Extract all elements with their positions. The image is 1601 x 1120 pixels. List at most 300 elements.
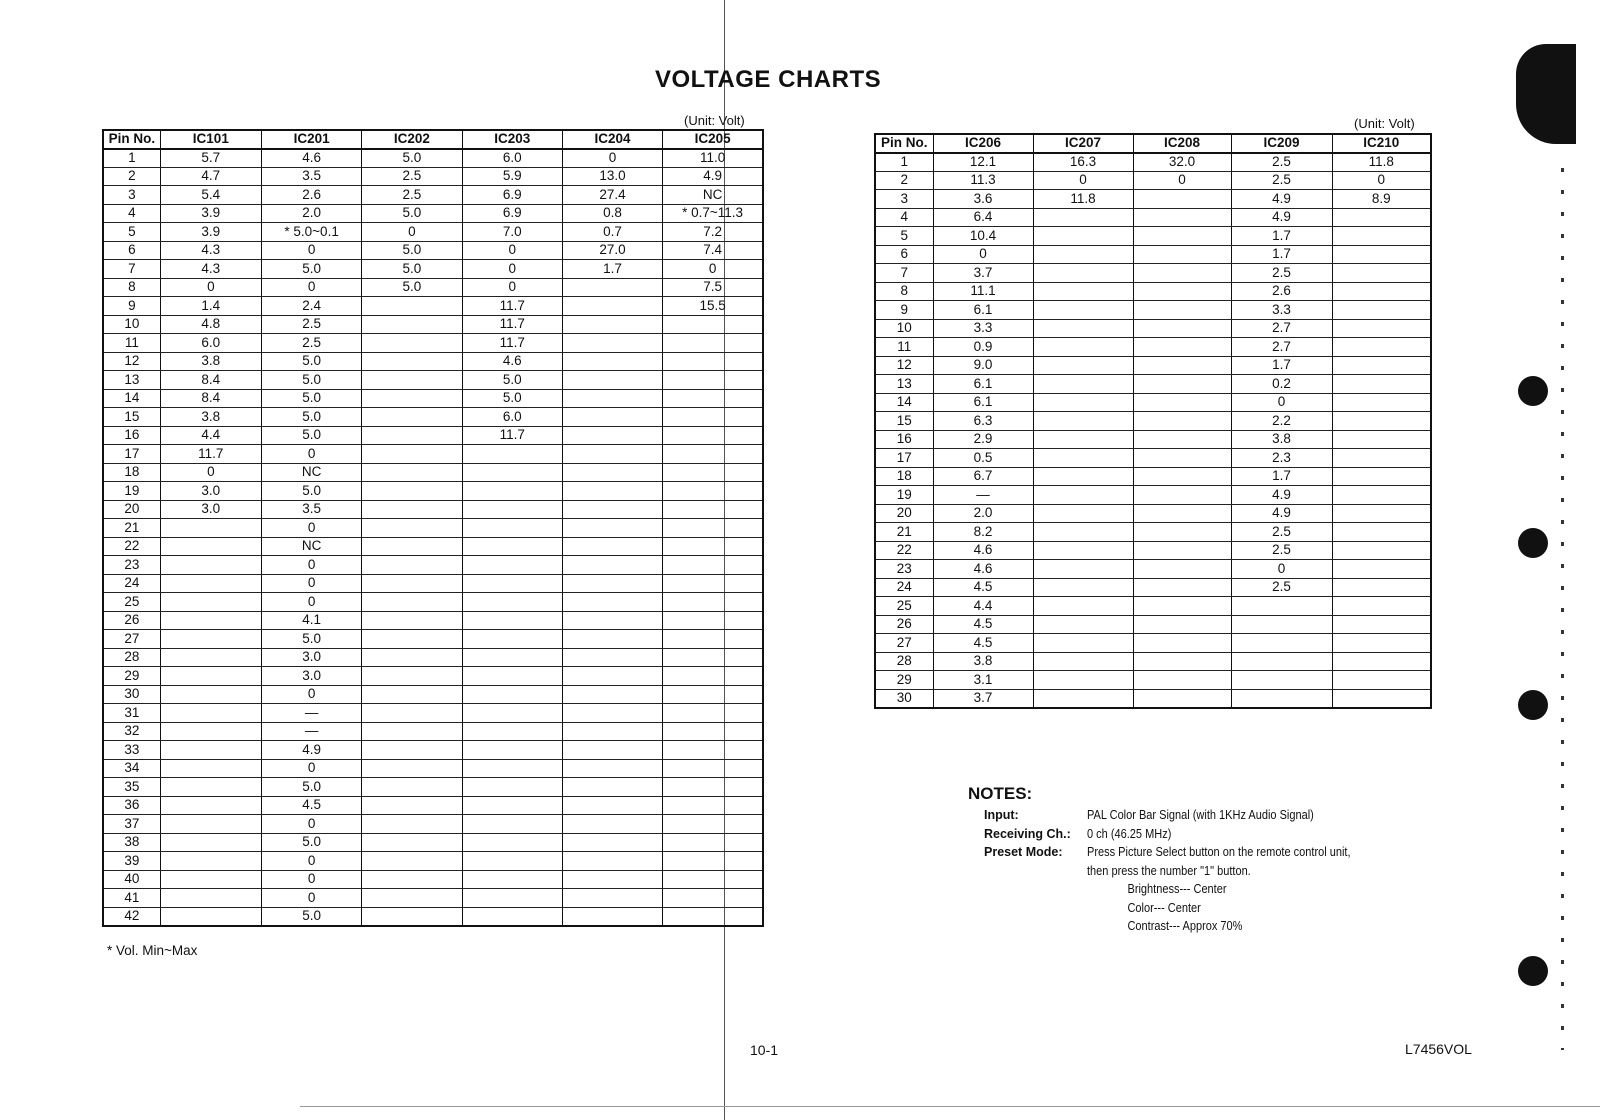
right-table-voltage-cell	[1133, 615, 1231, 634]
right-table-voltage-cell: 6.7	[933, 467, 1033, 486]
right-table-voltage-cell	[1231, 634, 1332, 653]
left-table-voltage-cell: 4.7	[160, 167, 261, 186]
right-table-voltage-cell: 4.9	[1231, 504, 1332, 523]
note-preset-line1: Press Picture Select button on the remote control unit,	[1087, 845, 1351, 859]
left-table-voltage-cell: 2.5	[261, 315, 361, 334]
right-table-voltage-cell	[1133, 412, 1231, 431]
left-table-voltage-cell: 13.0	[562, 167, 662, 186]
bottom-rule	[300, 1106, 1600, 1107]
right-table-voltage-cell: 11.8	[1332, 153, 1431, 172]
left-table-pin-cell: 29	[103, 667, 160, 686]
left-table-row	[103, 315, 763, 334]
left-table-voltage-cell: 0	[462, 260, 562, 279]
punch-hole-1	[1518, 376, 1548, 406]
left-table-row	[103, 537, 763, 556]
right-table-voltage-cell	[1332, 356, 1431, 375]
left-table-pin-cell: 1	[103, 149, 160, 168]
left-table-row	[103, 741, 763, 760]
left-table-voltage-cell	[562, 500, 662, 519]
right-table-pin-cell: 30	[875, 689, 933, 708]
right-table-voltage-cell: 2.7	[1231, 338, 1332, 357]
right-table-voltage-cell	[1332, 449, 1431, 468]
left-table-voltage-cell	[462, 778, 562, 797]
right-table-pin-cell: 27	[875, 634, 933, 653]
left-table-voltage-cell: 5.4	[160, 186, 261, 205]
right-table-voltage-cell	[1133, 560, 1231, 579]
right-table-voltage-cell	[1133, 671, 1231, 690]
right-table-voltage-cell	[1033, 671, 1133, 690]
right-table-voltage-cell	[1332, 245, 1431, 264]
left-table-pin-cell: 32	[103, 722, 160, 741]
right-table-pin-cell: 18	[875, 467, 933, 486]
left-table-voltage-cell: 0	[261, 519, 361, 538]
left-table-voltage-cell: 6.0	[462, 408, 562, 427]
right-table-voltage-cell	[1332, 467, 1431, 486]
left-table-row	[103, 648, 763, 667]
left-table-voltage-cell: 4.1	[261, 611, 361, 630]
right-table-voltage-cell	[1133, 541, 1231, 560]
left-table-voltage-cell	[362, 722, 462, 741]
left-table-voltage-cell: NC	[261, 463, 361, 482]
right-table-pin-cell: 6	[875, 245, 933, 264]
right-table-voltage-cell: 1.7	[1231, 467, 1332, 486]
left-table-voltage-cell: 3.9	[160, 204, 261, 223]
left-table-voltage-cell	[663, 519, 763, 538]
right-table-voltage-cell	[1133, 393, 1231, 412]
left-table-voltage-cell	[362, 519, 462, 538]
page-edge-scan-marks	[1561, 150, 1564, 1050]
note-receiving-value: 0 ch (46.25 MHz)	[1087, 826, 1172, 841]
right-table-voltage-cell	[1033, 689, 1133, 708]
left-table-voltage-cell: 5.0	[261, 408, 361, 427]
left-table-voltage-cell	[663, 556, 763, 575]
left-table-voltage-cell: 2.5	[362, 186, 462, 205]
left-table-voltage-cell	[663, 482, 763, 501]
right-table-voltage-cell	[1332, 689, 1431, 708]
left-table-pin-cell: 5	[103, 223, 160, 242]
left-table-voltage-cell	[362, 426, 462, 445]
left-table-voltage-cell: 6.0	[462, 149, 562, 168]
left-table-pin-cell: 19	[103, 482, 160, 501]
right-table-pin-cell: 22	[875, 541, 933, 560]
right-table-row	[875, 449, 1431, 468]
right-table-pin-cell: 19	[875, 486, 933, 505]
right-table-voltage-cell	[1133, 245, 1231, 264]
left-table-voltage-cell	[362, 500, 462, 519]
right-table-pin-cell: 11	[875, 338, 933, 357]
left-table-voltage-cell	[663, 667, 763, 686]
right-table-voltage-cell	[1033, 486, 1133, 505]
left-table-voltage-cell	[362, 463, 462, 482]
left-table-voltage-cell: 0	[261, 815, 361, 834]
left-table-voltage-cell	[663, 815, 763, 834]
left-table-voltage-cell	[663, 463, 763, 482]
left-table-voltage-cell	[462, 593, 562, 612]
left-table-voltage-cell	[362, 537, 462, 556]
right-table-voltage-cell: 6.1	[933, 301, 1033, 320]
right-table-row	[875, 375, 1431, 394]
right-table-voltage-cell	[1332, 430, 1431, 449]
left-table-voltage-cell: 5.0	[362, 149, 462, 168]
left-table-voltage-cell: 5.0	[261, 778, 361, 797]
left-table-voltage-cell	[663, 574, 763, 593]
left-table-voltage-cell	[160, 852, 261, 871]
left-table-voltage-cell	[663, 408, 763, 427]
right-table-pin-cell: 13	[875, 375, 933, 394]
right-table-voltage-cell: 3.3	[1231, 301, 1332, 320]
page-title: VOLTAGE CHARTS	[655, 66, 882, 93]
left-table-voltage-cell	[462, 611, 562, 630]
left-table-voltage-cell	[362, 611, 462, 630]
right-table-pin-cell: 9	[875, 301, 933, 320]
left-table-voltage-cell: 5.0	[261, 482, 361, 501]
right-table-voltage-cell: 3.7	[933, 264, 1033, 283]
left-table-voltage-cell: 5.0	[261, 371, 361, 390]
right-table-row	[875, 523, 1431, 542]
left-table-voltage-cell	[663, 778, 763, 797]
right-table-header-cell: IC209	[1231, 134, 1332, 153]
left-table-row	[103, 186, 763, 205]
left-table-voltage-cell	[562, 463, 662, 482]
right-table-header-cell: IC210	[1332, 134, 1431, 153]
left-table-row	[103, 611, 763, 630]
right-table-voltage-cell	[1133, 227, 1231, 246]
left-table-voltage-cell: 0	[562, 149, 662, 168]
left-table-pin-cell: 10	[103, 315, 160, 334]
left-table-pin-cell: 9	[103, 297, 160, 316]
left-table-row	[103, 667, 763, 686]
left-table-voltage-cell: 3.0	[261, 648, 361, 667]
right-table-voltage-cell	[1332, 597, 1431, 616]
left-table-voltage-cell	[663, 685, 763, 704]
right-table-voltage-cell	[1033, 338, 1133, 357]
right-table-voltage-cell	[1133, 597, 1231, 616]
left-table-voltage-cell	[663, 315, 763, 334]
right-table-voltage-cell: 32.0	[1133, 153, 1231, 172]
right-table-voltage-cell: 3.3	[933, 319, 1033, 338]
note-input-value: PAL Color Bar Signal (with 1KHz Audio Signal)	[1087, 808, 1314, 822]
left-table-voltage-cell	[663, 630, 763, 649]
left-table-row	[103, 759, 763, 778]
left-table-voltage-cell	[663, 759, 763, 778]
note-preset-label: Preset Mode:	[984, 845, 1063, 859]
right-table-row	[875, 264, 1431, 283]
left-table-header-cell: IC202	[362, 130, 462, 149]
right-table-row	[875, 634, 1431, 653]
right-table-pin-cell: 4	[875, 208, 933, 227]
left-table-row	[103, 815, 763, 834]
left-table-voltage-cell: 2.4	[261, 297, 361, 316]
right-table-row	[875, 467, 1431, 486]
right-table-voltage-cell: 4.5	[933, 634, 1033, 653]
right-table-row	[875, 319, 1431, 338]
left-table-voltage-cell	[160, 889, 261, 908]
left-table-voltage-cell: 5.0	[261, 833, 361, 852]
right-table-row	[875, 393, 1431, 412]
left-table-voltage-cell	[562, 556, 662, 575]
left-table-voltage-cell: 7.0	[462, 223, 562, 242]
right-table-voltage-cell	[1133, 467, 1231, 486]
right-table-voltage-cell: 4.5	[933, 615, 1033, 634]
right-table-voltage-cell: 2.5	[1231, 171, 1332, 190]
left-table-voltage-cell: 5.0	[261, 630, 361, 649]
left-table-voltage-cell	[562, 593, 662, 612]
left-table-voltage-cell	[462, 648, 562, 667]
left-table-header-cell: IC201	[261, 130, 361, 149]
right-table-voltage-cell	[1332, 523, 1431, 542]
left-table-voltage-cell: 0	[160, 278, 261, 297]
right-table-voltage-cell	[1332, 634, 1431, 653]
left-table-pin-cell: 37	[103, 815, 160, 834]
right-table-voltage-cell: 4.9	[1231, 190, 1332, 209]
right-table-voltage-cell	[1332, 412, 1431, 431]
right-table-pin-cell: 24	[875, 578, 933, 597]
left-table-row	[103, 519, 763, 538]
right-table-row	[875, 689, 1431, 708]
left-table-voltage-cell: 5.0	[362, 278, 462, 297]
right-table-voltage-cell: 6.3	[933, 412, 1033, 431]
left-table-row	[103, 796, 763, 815]
left-table-pin-cell: 34	[103, 759, 160, 778]
right-table-voltage-cell	[1033, 208, 1133, 227]
left-table-voltage-cell: 4.6	[462, 352, 562, 371]
left-table-voltage-cell	[462, 722, 562, 741]
left-table-voltage-cell	[160, 611, 261, 630]
right-table-voltage-cell: 0	[933, 245, 1033, 264]
left-table-pin-cell: 17	[103, 445, 160, 464]
binder-tab-mark	[1516, 44, 1576, 144]
left-table-voltage-cell	[562, 482, 662, 501]
left-table-header-cell: IC101	[160, 130, 261, 149]
left-table-pin-cell: 28	[103, 648, 160, 667]
left-table-voltage-cell: 11.0	[663, 149, 763, 168]
left-table-voltage-cell	[160, 574, 261, 593]
left-table-voltage-cell	[362, 630, 462, 649]
left-table-row	[103, 778, 763, 797]
left-table-voltage-cell: 0	[261, 685, 361, 704]
note-color: Color--- Center	[1127, 900, 1201, 915]
right-table-pin-cell: 5	[875, 227, 933, 246]
left-table-pin-cell: 18	[103, 463, 160, 482]
right-table-voltage-cell: 6.4	[933, 208, 1033, 227]
right-table-voltage-cell	[1133, 578, 1231, 597]
left-table-pin-cell: 24	[103, 574, 160, 593]
left-table-voltage-cell	[160, 722, 261, 741]
left-table-voltage-cell: 4.8	[160, 315, 261, 334]
left-table-voltage-cell: 7.4	[663, 241, 763, 260]
note-receiving-label: Receiving Ch.:	[984, 826, 1071, 841]
left-table-voltage-cell: 5.0	[261, 352, 361, 371]
right-table-voltage-cell	[1033, 319, 1133, 338]
left-table-voltage-cell	[362, 371, 462, 390]
punch-hole-2	[1518, 528, 1548, 558]
right-table-row	[875, 615, 1431, 634]
left-table-voltage-cell: 4.9	[663, 167, 763, 186]
right-table-pin-cell: 28	[875, 652, 933, 671]
left-table-voltage-cell	[562, 907, 662, 926]
left-table-voltage-cell	[562, 648, 662, 667]
left-table-voltage-cell	[562, 833, 662, 852]
left-table-voltage-cell: 6.9	[462, 186, 562, 205]
left-table-voltage-cell	[362, 445, 462, 464]
left-table-voltage-cell	[462, 537, 562, 556]
right-table-voltage-cell	[1133, 449, 1231, 468]
footnote: * Vol. Min~Max	[107, 943, 198, 958]
left-table-voltage-cell: 0	[462, 278, 562, 297]
right-table-voltage-cell: 6.1	[933, 393, 1033, 412]
unit-label-right: (Unit: Volt)	[1354, 116, 1415, 131]
left-table-row	[103, 685, 763, 704]
right-table-row	[875, 412, 1431, 431]
right-table-voltage-cell: 3.8	[933, 652, 1033, 671]
right-table-voltage-cell	[1133, 356, 1231, 375]
left-table-voltage-cell	[160, 759, 261, 778]
right-table-pin-cell: 17	[875, 449, 933, 468]
right-table-voltage-cell	[1332, 560, 1431, 579]
left-table-voltage-cell: 0	[261, 889, 361, 908]
left-table-voltage-cell: * 0.7~11.3	[663, 204, 763, 223]
right-table-voltage-cell	[1133, 208, 1231, 227]
right-table-pin-cell: 23	[875, 560, 933, 579]
right-table-voltage-cell: 11.1	[933, 282, 1033, 301]
left-table-voltage-cell: 8.4	[160, 371, 261, 390]
left-table-row	[103, 870, 763, 889]
left-table-voltage-cell	[160, 519, 261, 538]
left-table-voltage-cell	[663, 593, 763, 612]
left-table-voltage-cell: 5.0	[362, 241, 462, 260]
right-table-voltage-cell: 0	[1332, 171, 1431, 190]
left-table-voltage-cell	[663, 852, 763, 871]
left-table-row	[103, 574, 763, 593]
left-table-voltage-cell	[160, 630, 261, 649]
right-table-voltage-cell: 2.7	[1231, 319, 1332, 338]
left-table-voltage-cell	[562, 704, 662, 723]
page-number: 10-1	[750, 1042, 779, 1058]
left-table-voltage-cell	[362, 870, 462, 889]
left-table-pin-cell: 39	[103, 852, 160, 871]
right-table-voltage-cell: 4.6	[933, 560, 1033, 579]
right-table-voltage-cell	[1133, 338, 1231, 357]
left-table-pin-cell: 15	[103, 408, 160, 427]
left-table-row	[103, 445, 763, 464]
left-table-voltage-cell: 5.0	[261, 426, 361, 445]
right-table-voltage-cell	[1033, 597, 1133, 616]
right-table-voltage-cell	[1332, 615, 1431, 634]
right-table-row	[875, 430, 1431, 449]
left-table-voltage-cell: 7.2	[663, 223, 763, 242]
left-table-voltage-cell: 0	[462, 241, 562, 260]
left-table-voltage-cell	[160, 778, 261, 797]
left-table-voltage-cell	[462, 704, 562, 723]
right-table-voltage-cell	[1133, 634, 1231, 653]
left-table-voltage-cell	[562, 315, 662, 334]
left-table-row	[103, 223, 763, 242]
left-table-voltage-cell: 27.4	[562, 186, 662, 205]
punch-hole-3	[1518, 690, 1548, 720]
right-table-row	[875, 282, 1431, 301]
right-table-header-cell: IC206	[933, 134, 1033, 153]
left-table-voltage-cell	[562, 685, 662, 704]
document-code: L7456VOL	[1405, 1041, 1472, 1057]
left-table-voltage-cell	[663, 870, 763, 889]
left-table-pin-cell: 36	[103, 796, 160, 815]
right-table-voltage-cell	[1133, 301, 1231, 320]
left-table-voltage-cell: 11.7	[462, 315, 562, 334]
left-table-voltage-cell	[663, 907, 763, 926]
left-table-header-cell: IC205	[663, 130, 763, 149]
left-table-voltage-cell: 3.8	[160, 352, 261, 371]
left-table-voltage-cell: 5.9	[462, 167, 562, 186]
right-table-voltage-cell	[1332, 504, 1431, 523]
right-table-voltage-cell: 2.0	[933, 504, 1033, 523]
right-table-voltage-cell	[1033, 227, 1133, 246]
right-table-voltage-cell: 2.5	[1231, 153, 1332, 172]
right-table-row	[875, 504, 1431, 523]
left-table-voltage-cell: 2.0	[261, 204, 361, 223]
left-table-voltage-cell	[462, 500, 562, 519]
left-table-voltage-cell	[362, 408, 462, 427]
right-table-voltage-cell: 2.5	[1231, 264, 1332, 283]
left-table-voltage-cell: 5.0	[261, 389, 361, 408]
right-table-row	[875, 652, 1431, 671]
right-table-voltage-cell	[1033, 375, 1133, 394]
left-table-voltage-cell: 0	[261, 852, 361, 871]
left-table-voltage-cell	[462, 907, 562, 926]
left-table-voltage-cell	[562, 778, 662, 797]
left-table-pin-cell: 41	[103, 889, 160, 908]
left-table-voltage-cell	[462, 852, 562, 871]
left-table-header-cell: IC204	[562, 130, 662, 149]
right-table-voltage-cell	[1033, 541, 1133, 560]
right-table-voltage-cell	[1033, 245, 1133, 264]
left-table-header-cell: Pin No.	[103, 130, 160, 149]
left-table-voltage-cell: 0	[261, 574, 361, 593]
left-table-voltage-cell: 5.0	[462, 371, 562, 390]
left-table-voltage-cell	[562, 759, 662, 778]
right-table-voltage-cell: 0.5	[933, 449, 1033, 468]
left-table-voltage-cell	[462, 759, 562, 778]
left-table-row	[103, 593, 763, 612]
left-table-voltage-cell: 11.7	[462, 297, 562, 316]
left-table-row	[103, 278, 763, 297]
right-table-voltage-cell	[1332, 652, 1431, 671]
right-table-voltage-cell: 0	[1133, 171, 1231, 190]
left-table-row	[103, 426, 763, 445]
right-table-voltage-cell	[1133, 486, 1231, 505]
left-table-voltage-cell: 3.0	[160, 482, 261, 501]
right-table-voltage-cell	[1133, 282, 1231, 301]
left-table-row	[103, 704, 763, 723]
left-table-voltage-cell: 3.5	[261, 500, 361, 519]
right-table-pin-cell: 8	[875, 282, 933, 301]
left-table-voltage-cell	[362, 297, 462, 316]
left-table-row	[103, 297, 763, 316]
left-table-voltage-cell	[663, 741, 763, 760]
left-table-pin-cell: 38	[103, 833, 160, 852]
right-table-pin-cell: 14	[875, 393, 933, 412]
right-table-voltage-cell	[1231, 689, 1332, 708]
left-table-voltage-cell	[462, 556, 562, 575]
left-table-voltage-cell: 11.7	[462, 334, 562, 353]
right-table-voltage-cell	[1033, 449, 1133, 468]
right-table-voltage-cell: 2.5	[1231, 578, 1332, 597]
left-table-voltage-cell	[462, 574, 562, 593]
left-table-voltage-cell: NC	[261, 537, 361, 556]
left-table-row	[103, 204, 763, 223]
left-table-voltage-cell	[160, 537, 261, 556]
left-table-voltage-cell	[562, 611, 662, 630]
left-table-voltage-cell: 11.7	[160, 445, 261, 464]
